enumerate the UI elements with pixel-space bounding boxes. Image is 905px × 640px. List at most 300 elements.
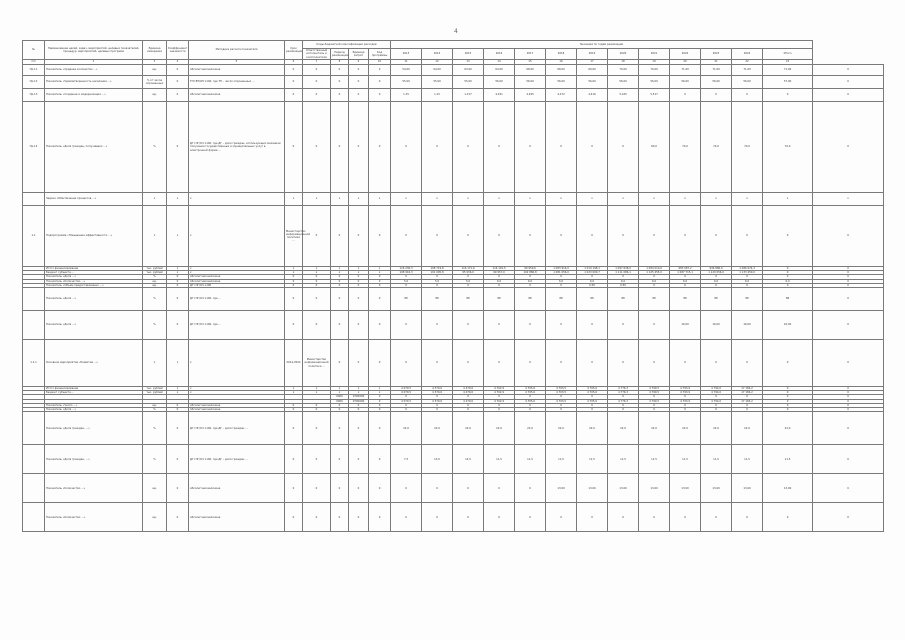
column-number-cell: 2 — [45, 60, 143, 65]
row-value-cell: 0 — [813, 408, 884, 412]
row-value-cell: 5,165 — [608, 89, 639, 102]
row-value-cell: 0 — [670, 408, 701, 412]
row-value-cell: 1 097 638,0 — [608, 267, 639, 271]
row-value-cell: 0 — [369, 474, 391, 503]
row-value-cell: 56,00 — [546, 76, 577, 89]
row-value-cell: 0 — [349, 412, 369, 445]
row-value-cell: 0 — [331, 102, 349, 193]
row-value-cell: 0 — [349, 340, 369, 387]
row-number-cell — [23, 412, 45, 445]
row-value-cell: 0 — [484, 474, 515, 503]
row-value-cell: 102 886,8 — [515, 271, 546, 275]
row-value-cell: 57,00 — [763, 76, 813, 89]
row-value-cell: 0 — [369, 445, 391, 474]
row-value-cell: 4 776,3 — [608, 391, 639, 395]
row-value-cell: 0 — [369, 288, 391, 311]
row-value-cell: 0 — [391, 408, 422, 412]
row-value-cell: 4 794,0 — [701, 391, 732, 395]
row-value-cell: 71,00 — [732, 65, 763, 76]
row-value-cell: 0 — [608, 408, 639, 412]
row-value-cell: 5,517 — [639, 89, 670, 102]
row-coef-cell: 0 — [167, 89, 189, 102]
row-value-cell: 0 — [391, 311, 422, 340]
row-value-cell: 4 790,5 — [639, 399, 670, 403]
row-value-cell: 0 — [732, 403, 763, 407]
row-value-cell: 0 — [285, 283, 303, 287]
row-value-cell: 0 — [453, 395, 484, 399]
row-value-cell: 0 — [639, 206, 670, 267]
row-value-cell: 6,0 — [732, 279, 763, 283]
row-value-cell: 6,0 — [515, 279, 546, 283]
row-value-cell: 0 — [577, 206, 608, 267]
row-name-cell: Показатель «Доля граждан, получивших ...» — [45, 102, 143, 193]
row-name-cell: Показатель «Доля ...» — [45, 275, 143, 279]
row-unit-cell: % — [143, 408, 167, 412]
row-value-cell: 6,0 — [484, 279, 515, 283]
row-value-cell: 0 — [639, 503, 670, 532]
row-coef-cell: 0 — [167, 283, 189, 287]
row-value-cell: 4 702,9 — [484, 387, 515, 391]
row-value-cell: 0 — [701, 403, 732, 407]
row-value-cell: 0 — [732, 395, 763, 399]
row-value-cell: 0 — [285, 403, 303, 407]
row-value-cell: 63,00 — [453, 65, 484, 76]
row-value-cell: 88 — [546, 288, 577, 311]
row-name-cell: Итого финансирование — [45, 387, 143, 391]
row-number-cell — [23, 474, 45, 503]
row-value-cell: 108 719,8 — [422, 267, 453, 271]
column-number-cell: 20 — [670, 60, 701, 65]
row-coef-cell: х — [167, 267, 189, 271]
row-value-cell: 4 705,6 — [515, 399, 546, 403]
row-value-cell: 0 — [701, 340, 732, 387]
row-value-cell: 0 — [639, 283, 670, 287]
table-row — [23, 474, 884, 503]
row-value-cell: 11,5 — [546, 445, 577, 474]
row-coef-cell: х — [167, 391, 189, 395]
table-row — [23, 65, 884, 76]
row-value-cell: 0 — [285, 412, 303, 445]
row-value-cell: 0 — [484, 311, 515, 340]
row-value-cell: 0 — [763, 387, 813, 391]
row-method-cell: ДГ=ЧГ/ОЧ х100, где ... — [189, 288, 285, 311]
row-value-cell: 0 — [285, 474, 303, 503]
row-method-cell: Абсолютная величина — [189, 65, 285, 76]
page-number: 4 — [454, 28, 458, 35]
row-value-cell: 0 — [349, 275, 369, 279]
row-value-cell: 0 — [422, 311, 453, 340]
row-value-cell: 11,5 — [732, 445, 763, 474]
row-value-cell: 0 — [349, 279, 369, 283]
row-value-cell: 0 — [484, 503, 515, 532]
row-value-cell: 0 — [515, 474, 546, 503]
row-value-cell: 0 — [484, 283, 515, 287]
row-value-cell: 0 — [285, 89, 303, 102]
row-value-cell: 101 095,8 — [422, 271, 453, 275]
column-number-cell: 9 — [349, 60, 369, 65]
row-value-cell: 1,15 — [391, 89, 422, 102]
row-value-cell: 16,00 — [732, 311, 763, 340]
row-value-cell: 0 — [813, 403, 884, 407]
row-value-cell: 1 133 450,0 — [732, 271, 763, 275]
row-value-cell: 99 959,6 — [515, 267, 546, 271]
row-value-cell: х — [546, 193, 577, 206]
row-value-cell: 0 — [763, 206, 813, 267]
row-value-cell: 0 — [303, 275, 331, 279]
row-value-cell: 88 — [639, 288, 670, 311]
row-value-cell: 0 — [577, 275, 608, 279]
row-value-cell: 0 — [349, 283, 369, 287]
row-value-cell: 6,0 — [639, 279, 670, 283]
row-unit-cell: % от числа опрошенных — [143, 76, 167, 89]
row-coef-cell: 0 — [167, 311, 189, 340]
row-method-cell: ДГ=ЧГ/ОЧ х100 — [189, 283, 285, 287]
row-value-cell: 0 — [349, 288, 369, 311]
row-number-cell: Пр.12 — [23, 76, 45, 89]
row-value-cell: 4 703,5 — [546, 387, 577, 391]
row-value-cell: 55,00 — [391, 76, 422, 89]
row-number-cell — [23, 503, 45, 532]
row-value-cell: 0 — [303, 445, 331, 474]
header-values-group: Значения по годам реализации — [391, 41, 813, 49]
row-value-cell: 0 — [369, 76, 391, 89]
row-value-cell: 0 — [391, 283, 422, 287]
row-method-cell: ТН=ВТ/ОП х100, где ТН – число опрошенных ... — [189, 76, 285, 89]
row-value-cell: 0 — [285, 288, 303, 311]
column-number-cell: 22 — [732, 60, 763, 65]
row-value-cell: 0 — [515, 275, 546, 279]
row-method-cell: Абсолютная величина — [189, 89, 285, 102]
row-value-cell: 0 — [331, 283, 349, 287]
row-value-cell: 0 — [303, 76, 331, 89]
table-row — [23, 503, 884, 532]
row-value-cell: 0 — [303, 403, 331, 407]
row-unit-cell: ед. — [143, 474, 167, 503]
row-value-cell: 4 070,5 — [391, 387, 422, 391]
row-value-cell: 0 — [349, 445, 369, 474]
row-value-cell: 0 — [369, 283, 391, 287]
table-row — [23, 412, 884, 445]
row-value-cell: 4 705,6 — [577, 387, 608, 391]
row-method-cell: Абсолютная величина — [189, 408, 285, 412]
row-value-cell: 0 — [285, 275, 303, 279]
row-value-cell: 4 370,6 — [422, 387, 453, 391]
row-value-cell: 0 — [331, 474, 349, 503]
row-value-cell: 0 — [608, 395, 639, 399]
row-value-cell: 0 — [763, 391, 813, 395]
row-value-cell: 0 — [813, 271, 884, 275]
row-name-cell: Показатель «Удовлетворенность населения ...» — [45, 76, 143, 89]
row-coef-cell: 0 — [167, 288, 189, 311]
row-value-cell: 0 — [608, 206, 639, 267]
row-coef-cell: 0 — [167, 412, 189, 445]
row-value-cell: 0 — [331, 65, 349, 76]
row-value-cell: 0 — [369, 65, 391, 76]
row-value-cell: 0 — [763, 503, 813, 532]
row-value-cell: 0 — [577, 395, 608, 399]
header-period: Период реализации — [331, 49, 349, 60]
row-value-cell: 108 916,3 — [391, 271, 422, 275]
row-value-cell: 0 — [577, 311, 608, 340]
row-value-cell: 6,0 — [763, 279, 813, 283]
row-value-cell: 0 — [813, 267, 884, 271]
row-value-cell: х — [303, 391, 331, 395]
column-number-cell: 7 — [303, 60, 331, 65]
row-value-cell: х — [732, 193, 763, 206]
row-value-cell: 0 — [515, 403, 546, 407]
row-value-cell: 0 — [369, 89, 391, 102]
row-number-cell: 1.1 — [23, 206, 45, 267]
row-value-cell: 0 — [813, 283, 884, 287]
row-value-cell: 70,0 — [670, 102, 701, 193]
row-value-cell: 0 — [349, 65, 369, 76]
row-name-cell: Бюджет субъекта ... — [45, 271, 143, 275]
row-coef-cell: 0 — [167, 408, 189, 412]
row-value-cell: 0 — [349, 89, 369, 102]
row-value-cell: 0 — [813, 391, 884, 395]
row-value-cell: 11,5 — [670, 445, 701, 474]
row-value-cell: 71,00 — [763, 65, 813, 76]
row-method-cell: ДГ=ЧГ/ОЧ х100, где ДГ – доля граждан ... — [189, 445, 285, 474]
row-method-cell: ДГ=ЧГ/ОЧ х100, где ДГ – доля граждан ... — [189, 412, 285, 445]
row-value-cell: 0 — [453, 102, 484, 193]
row-value-cell: 0 — [349, 311, 369, 340]
row-unit-cell: % — [143, 275, 167, 279]
row-value-cell: 1 023 000,7 — [577, 271, 608, 275]
row-value-cell: х — [303, 387, 331, 391]
row-value-cell: 0 — [670, 395, 701, 399]
row-value-cell: 13,00 — [639, 474, 670, 503]
row-value-cell: 95 936,0 — [453, 271, 484, 275]
row-value-cell: 0 — [639, 403, 670, 407]
row-value-cell: 0 — [639, 340, 670, 387]
row-value-cell: 0 — [732, 408, 763, 412]
row-unit-cell: х — [143, 193, 167, 206]
row-name-cell: Показатель «Количество ...» — [45, 279, 143, 283]
row-value-cell: 0 — [303, 412, 331, 445]
row-value-cell: 0 — [670, 275, 701, 279]
row-coef-cell: х — [167, 340, 189, 387]
row-value-cell: 0 — [453, 275, 484, 279]
row-value-cell: 1,15 — [422, 89, 453, 102]
row-value-cell: 0 — [577, 102, 608, 193]
row-value-cell: 0 — [303, 408, 331, 412]
row-value-cell: 11,5 — [577, 445, 608, 474]
row-value-cell: 0 — [732, 283, 763, 287]
row-value-cell: 0700000 — [349, 395, 369, 399]
row-value-cell: 0 — [369, 399, 391, 403]
row-value-cell: 0 — [391, 395, 422, 399]
row-value-cell: 0 — [349, 503, 369, 532]
row-value-cell: 56,00 — [701, 76, 732, 89]
row-value-cell: 0 — [546, 408, 577, 412]
row-value-cell: 5,0 — [391, 279, 422, 283]
row-value-cell: 4 790,5 — [639, 391, 670, 395]
row-value-cell: 22,0 — [422, 412, 453, 445]
row-value-cell: 17 184,2 — [732, 391, 763, 395]
row-unit-cell: х — [143, 340, 167, 387]
row-value-cell: 0000 — [331, 399, 349, 403]
row-value-cell: 0 — [515, 395, 546, 399]
row-value-cell: х — [285, 267, 303, 271]
row-value-cell: 4 703,5 — [546, 391, 577, 395]
header-year: 2016 — [484, 49, 515, 60]
row-value-cell: 13,00 — [546, 474, 577, 503]
row-value-cell: 0 — [285, 65, 303, 76]
row-unit-cell: тыс. рублей — [143, 271, 167, 275]
row-value-cell: 0 — [813, 445, 884, 474]
row-value-cell: 0 — [670, 89, 701, 102]
row-value-cell: 22,0 — [670, 412, 701, 445]
column-number-cell: 23 — [763, 60, 813, 65]
header-year: 2014 — [422, 49, 453, 60]
row-value-cell: 0 — [285, 102, 303, 193]
row-value-cell: 0 — [303, 283, 331, 287]
row-value-cell: х — [331, 391, 349, 395]
row-name-cell: Показатель «Число ...» — [45, 403, 143, 407]
row-value-cell: 4 702,9 — [484, 399, 515, 403]
row-value-cell: 4 793,9 — [670, 387, 701, 391]
row-value-cell: 12,5 — [453, 445, 484, 474]
row-value-cell: 0 — [608, 340, 639, 387]
row-value-cell: 0 — [453, 283, 484, 287]
row-value-cell: х — [331, 267, 349, 271]
row-value-cell: 22,0 — [639, 412, 670, 445]
row-coef-cell: 0 — [167, 65, 189, 76]
row-value-cell: 88 — [732, 288, 763, 311]
row-value-cell: 0 — [331, 275, 349, 279]
header-source: Срок реализации — [285, 41, 303, 60]
row-value-cell: х — [608, 193, 639, 206]
row-value-cell: 0 — [303, 206, 331, 267]
row-value-cell: 0 — [813, 474, 884, 503]
row-value-cell: 0 — [453, 503, 484, 532]
row-value-cell: 71,00 — [701, 65, 732, 76]
row-value-cell: 0 — [546, 311, 577, 340]
row-value-cell: 22,0 — [763, 412, 813, 445]
row-value-cell: 0 — [331, 89, 349, 102]
row-name-cell: Показатель «Объем предоставленных ...» — [45, 283, 143, 287]
row-coef-cell: 0 — [167, 503, 189, 532]
header-year: 2023 — [701, 49, 732, 60]
header-year: 2013 — [391, 49, 422, 60]
row-value-cell: 88 — [577, 288, 608, 311]
row-value-cell: 70,0 — [732, 102, 763, 193]
row-name-cell: Бюджет субъекта ... — [45, 391, 143, 395]
row-value-cell: Министерство информационной политики ... — [303, 340, 331, 387]
row-value-cell: х — [331, 271, 349, 275]
column-number-cell: 16 — [546, 60, 577, 65]
column-number-cell: п/п — [23, 60, 45, 65]
row-value-cell: 17 184,2 — [732, 387, 763, 391]
row-value-cell: 0 — [422, 275, 453, 279]
row-value-cell: х — [331, 193, 349, 206]
row-value-cell: 0 — [453, 403, 484, 407]
row-value-cell: 6,0 — [577, 279, 608, 283]
row-value-cell: 4 705,6 — [515, 391, 546, 395]
header-budget-group: Коды бюджетной классификации расходов — [303, 41, 391, 49]
table-row — [23, 102, 884, 193]
row-value-cell: 0 — [453, 340, 484, 387]
row-value-cell: 4 793,9 — [670, 391, 701, 395]
row-value-cell: 22,0 — [546, 412, 577, 445]
row-value-cell: 0 — [639, 395, 670, 399]
row-value-cell: 0 — [813, 288, 884, 311]
row-value-cell: 16,00 — [670, 311, 701, 340]
row-value-cell: 0 — [608, 311, 639, 340]
row-value-cell: х — [303, 271, 331, 275]
row-value-cell: 0 — [331, 412, 349, 445]
row-value-cell: 55,00 — [453, 76, 484, 89]
row-value-cell: 4,272 — [546, 89, 577, 102]
row-value-cell: 0 — [369, 395, 391, 399]
row-value-cell: х — [422, 193, 453, 206]
column-number-cell: 12 — [422, 60, 453, 65]
header-unit: Единица измерения — [143, 41, 167, 60]
row-value-cell: 0 — [670, 340, 701, 387]
row-value-cell: 0 — [515, 408, 546, 412]
row-value-cell: х — [763, 193, 813, 206]
table-row — [23, 445, 884, 474]
row-value-cell: 0000 — [331, 395, 349, 399]
row-method-cell: Абсолютная величина — [189, 474, 285, 503]
row-value-cell: 70,00 — [639, 65, 670, 76]
header-year: 2017 — [515, 49, 546, 60]
row-value-cell: 0 — [577, 340, 608, 387]
row-coef-cell: 0 — [167, 403, 189, 407]
row-value-cell: 0 — [349, 408, 369, 412]
header-method: Методика расчета показателя — [189, 41, 285, 60]
header-code: Код программы — [369, 49, 391, 60]
row-value-cell: х — [670, 193, 701, 206]
row-value-cell: 0 — [813, 279, 884, 283]
table-row — [23, 76, 884, 89]
row-value-cell: 0 — [303, 288, 331, 311]
row-value-cell: 0 — [701, 503, 732, 532]
row-value-cell: 0 — [331, 445, 349, 474]
row-value-cell: х — [349, 267, 369, 271]
row-coef-cell: 0 — [167, 474, 189, 503]
row-value-cell: 13,00 — [577, 474, 608, 503]
row-value-cell: 70,0 — [763, 102, 813, 193]
row-value-cell: 99 957,0 — [484, 271, 515, 275]
column-number-cell: 15 — [515, 60, 546, 65]
row-unit-cell: ед. — [143, 89, 167, 102]
row-value-cell: 0 — [813, 399, 884, 403]
row-value-cell: х — [349, 387, 369, 391]
header-year: 2015 — [453, 49, 484, 60]
row-value-cell: 22,0 — [608, 412, 639, 445]
row-value-cell: 0 — [331, 311, 349, 340]
row-name-cell: Итого финансирование — [45, 267, 143, 271]
row-value-cell: 13,00 — [670, 474, 701, 503]
row-value-cell: 0 — [639, 275, 670, 279]
row-value-cell: 0 — [453, 474, 484, 503]
row-value-cell: 17 184,2 — [732, 399, 763, 403]
row-value-cell: х — [369, 387, 391, 391]
row-value-cell: 0 — [515, 311, 546, 340]
row-value-cell: 0 — [331, 76, 349, 89]
row-name-cell: Показатель «Среднее количество ...» — [45, 65, 143, 76]
row-name-cell: Показатель «Доля ...» — [45, 311, 143, 340]
row-name-cell: Показатель «Доля ...» — [45, 288, 143, 311]
row-value-cell: 1 086 674,3 — [732, 267, 763, 271]
row-value-cell: 0 — [639, 311, 670, 340]
row-value-cell: х — [349, 391, 369, 395]
row-value-cell: 0 — [813, 412, 884, 445]
row-value-cell: 13,00 — [701, 474, 732, 503]
row-value-cell: 0 — [813, 395, 884, 399]
